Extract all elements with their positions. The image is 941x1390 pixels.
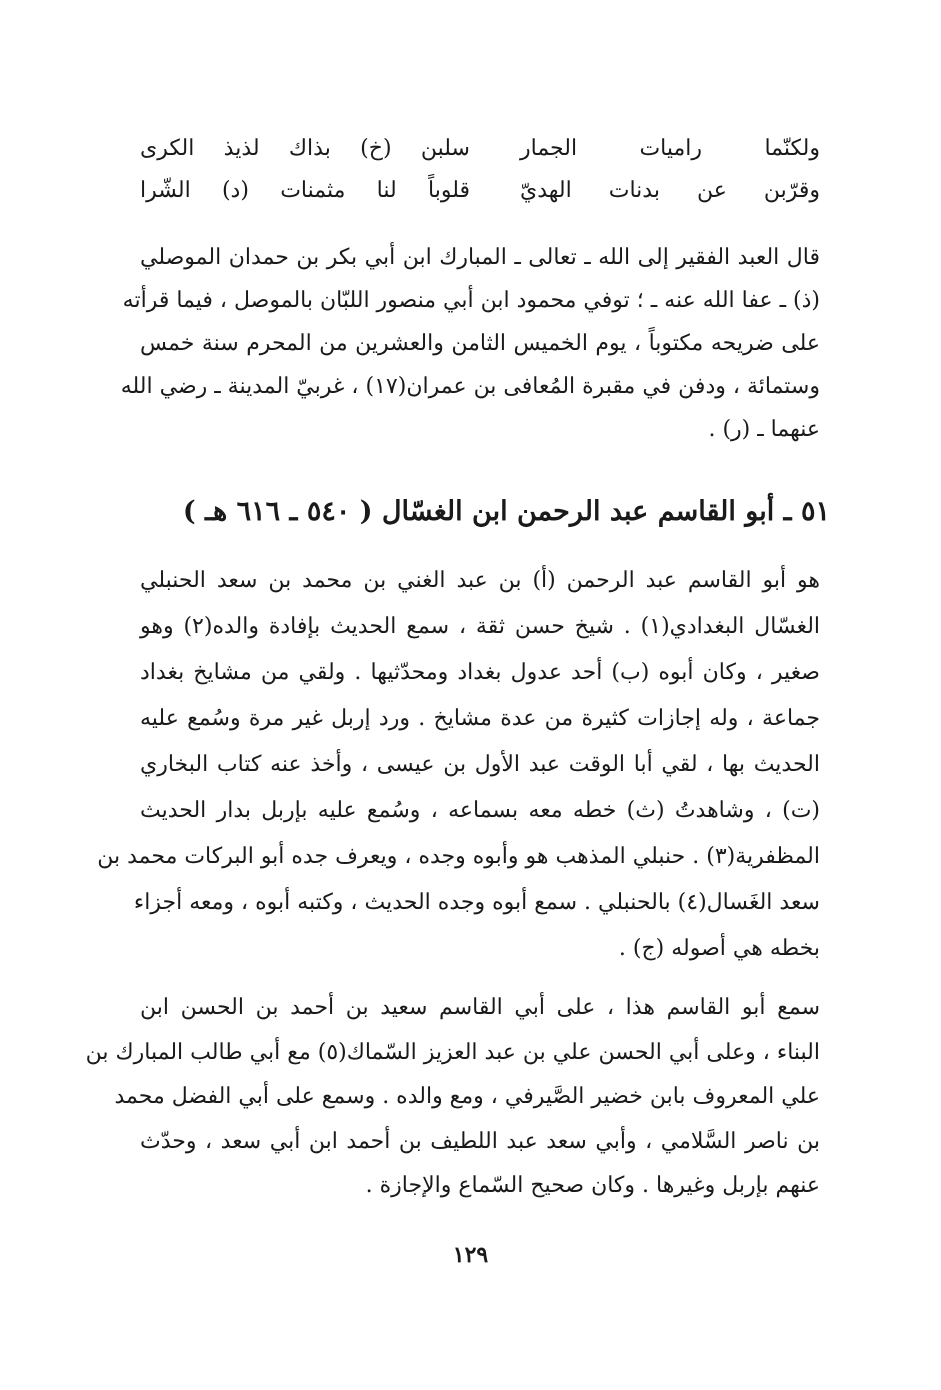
text-line: جماعة ، وله إجازات كثيرة من عدة مشايخ . ورد إربل غير مرة وسُمع عليه xyxy=(140,706,820,731)
text-line: هو أبو القاسم عبد الرحمن (أ) بن عبد الغني بن محمد بن سعد الحنبلي xyxy=(140,568,820,593)
verse-hemistich: قلوباً لنا مثمنات (د) الشّرا xyxy=(140,178,470,203)
text-line: الغسّال البغدادي(١) . شيخ حسن ثقة ، سمع الحديث بإفادة والده(٢) وهو xyxy=(140,614,821,639)
text-line: بن ناصر السَّلامي ، وأبي سعد عبد اللطيف بن أحمد ابن أبي سعد ، وحدّث xyxy=(140,1128,820,1154)
poem-verses xyxy=(140,128,820,212)
section-heading: ٥١ ـ أبو القاسم عبد الرحمن ابن الغسّال ( ٥٤٠ ـ ٦١٦ هـ ) xyxy=(182,496,830,527)
text-line: البناء ، وعلى أبي الحسن علي بن عبد العزيز السّماك(٥) مع أبي طالب المبارك بن xyxy=(85,1039,820,1065)
paragraph-biography xyxy=(97,558,821,972)
verse-line xyxy=(140,128,820,170)
text-line: (ت) ، وشاهدتُ (ث) خطه معه بسماعه ، وسُمع عليه بإربل بدار الحديث xyxy=(140,798,820,823)
text-line: صغير ، وكان أبوه (ب) أحد عدول بغداد ومحدّثيها . ولقي من مشايخ بغداد xyxy=(140,660,820,685)
page-number: ١٢٩ xyxy=(452,1242,489,1268)
text-line: (ذ) ـ عفا الله عنه ـ ؛ توفي محمود ابن أبي منصور اللبّان بالموصل ، فيما قرأته xyxy=(122,288,820,313)
verse-hemistich: سلبن (خ) بذاك لذيذ الكرى xyxy=(140,136,470,161)
verse-hemistich: ولكنّما راميات الجمار xyxy=(520,136,820,161)
text-line: سعد الغَسال(٤) بالحنبلي . سمع أبوه وجده الحديث ، وكتبه أبوه ، ومعه أجزاء xyxy=(133,890,820,915)
text-line: عنهم بإربل وغيرها . وكان صحيح السّماع والإجازة . xyxy=(365,1173,820,1198)
text-line: وستمائة ، ودفن في مقبرة المُعافى بن عمران(١٧) ، غربيّ المدينة ـ رضي الله xyxy=(120,374,820,399)
verse-line xyxy=(140,170,820,212)
text-line: عنهما ـ (ر) . xyxy=(708,417,820,442)
text-line: سمع أبو القاسم هذا ، على أبي القاسم سعيد بن أحمد بن الحسن ابن xyxy=(140,995,820,1020)
text-line: على ضريحه مكتوباً ، يوم الخميس الثامن والعشرين من المحرم سنة خمس xyxy=(140,331,820,356)
verse-hemistich: وقرّبن عن بدنات الهديّ xyxy=(520,178,820,203)
text-line: قال العبد الفقير إلى الله ـ تعالى ـ المبارك ابن أبي بكر بن حمدان الموصلي xyxy=(140,245,820,270)
paragraph-teachers xyxy=(85,986,820,1209)
text-line: الحديث بها ، لقي أبا الوقت عبد الأول بن عيسى ، وأخذ عنه كتاب البخاري xyxy=(140,752,820,777)
text-line: علي المعروف بابن خضير الصَّيرفي ، ومع والده . وسمع على أبي الفضل محمد xyxy=(114,1084,820,1109)
text-line: المظفرية(٣) . حنبلي المذهب هو وأبوه وجده ، ويعرف جده أبو البركات محمد بن xyxy=(97,844,820,869)
text-line: بخطه هي أصوله (ج) . xyxy=(618,936,820,961)
paragraph-death-note xyxy=(120,236,820,451)
